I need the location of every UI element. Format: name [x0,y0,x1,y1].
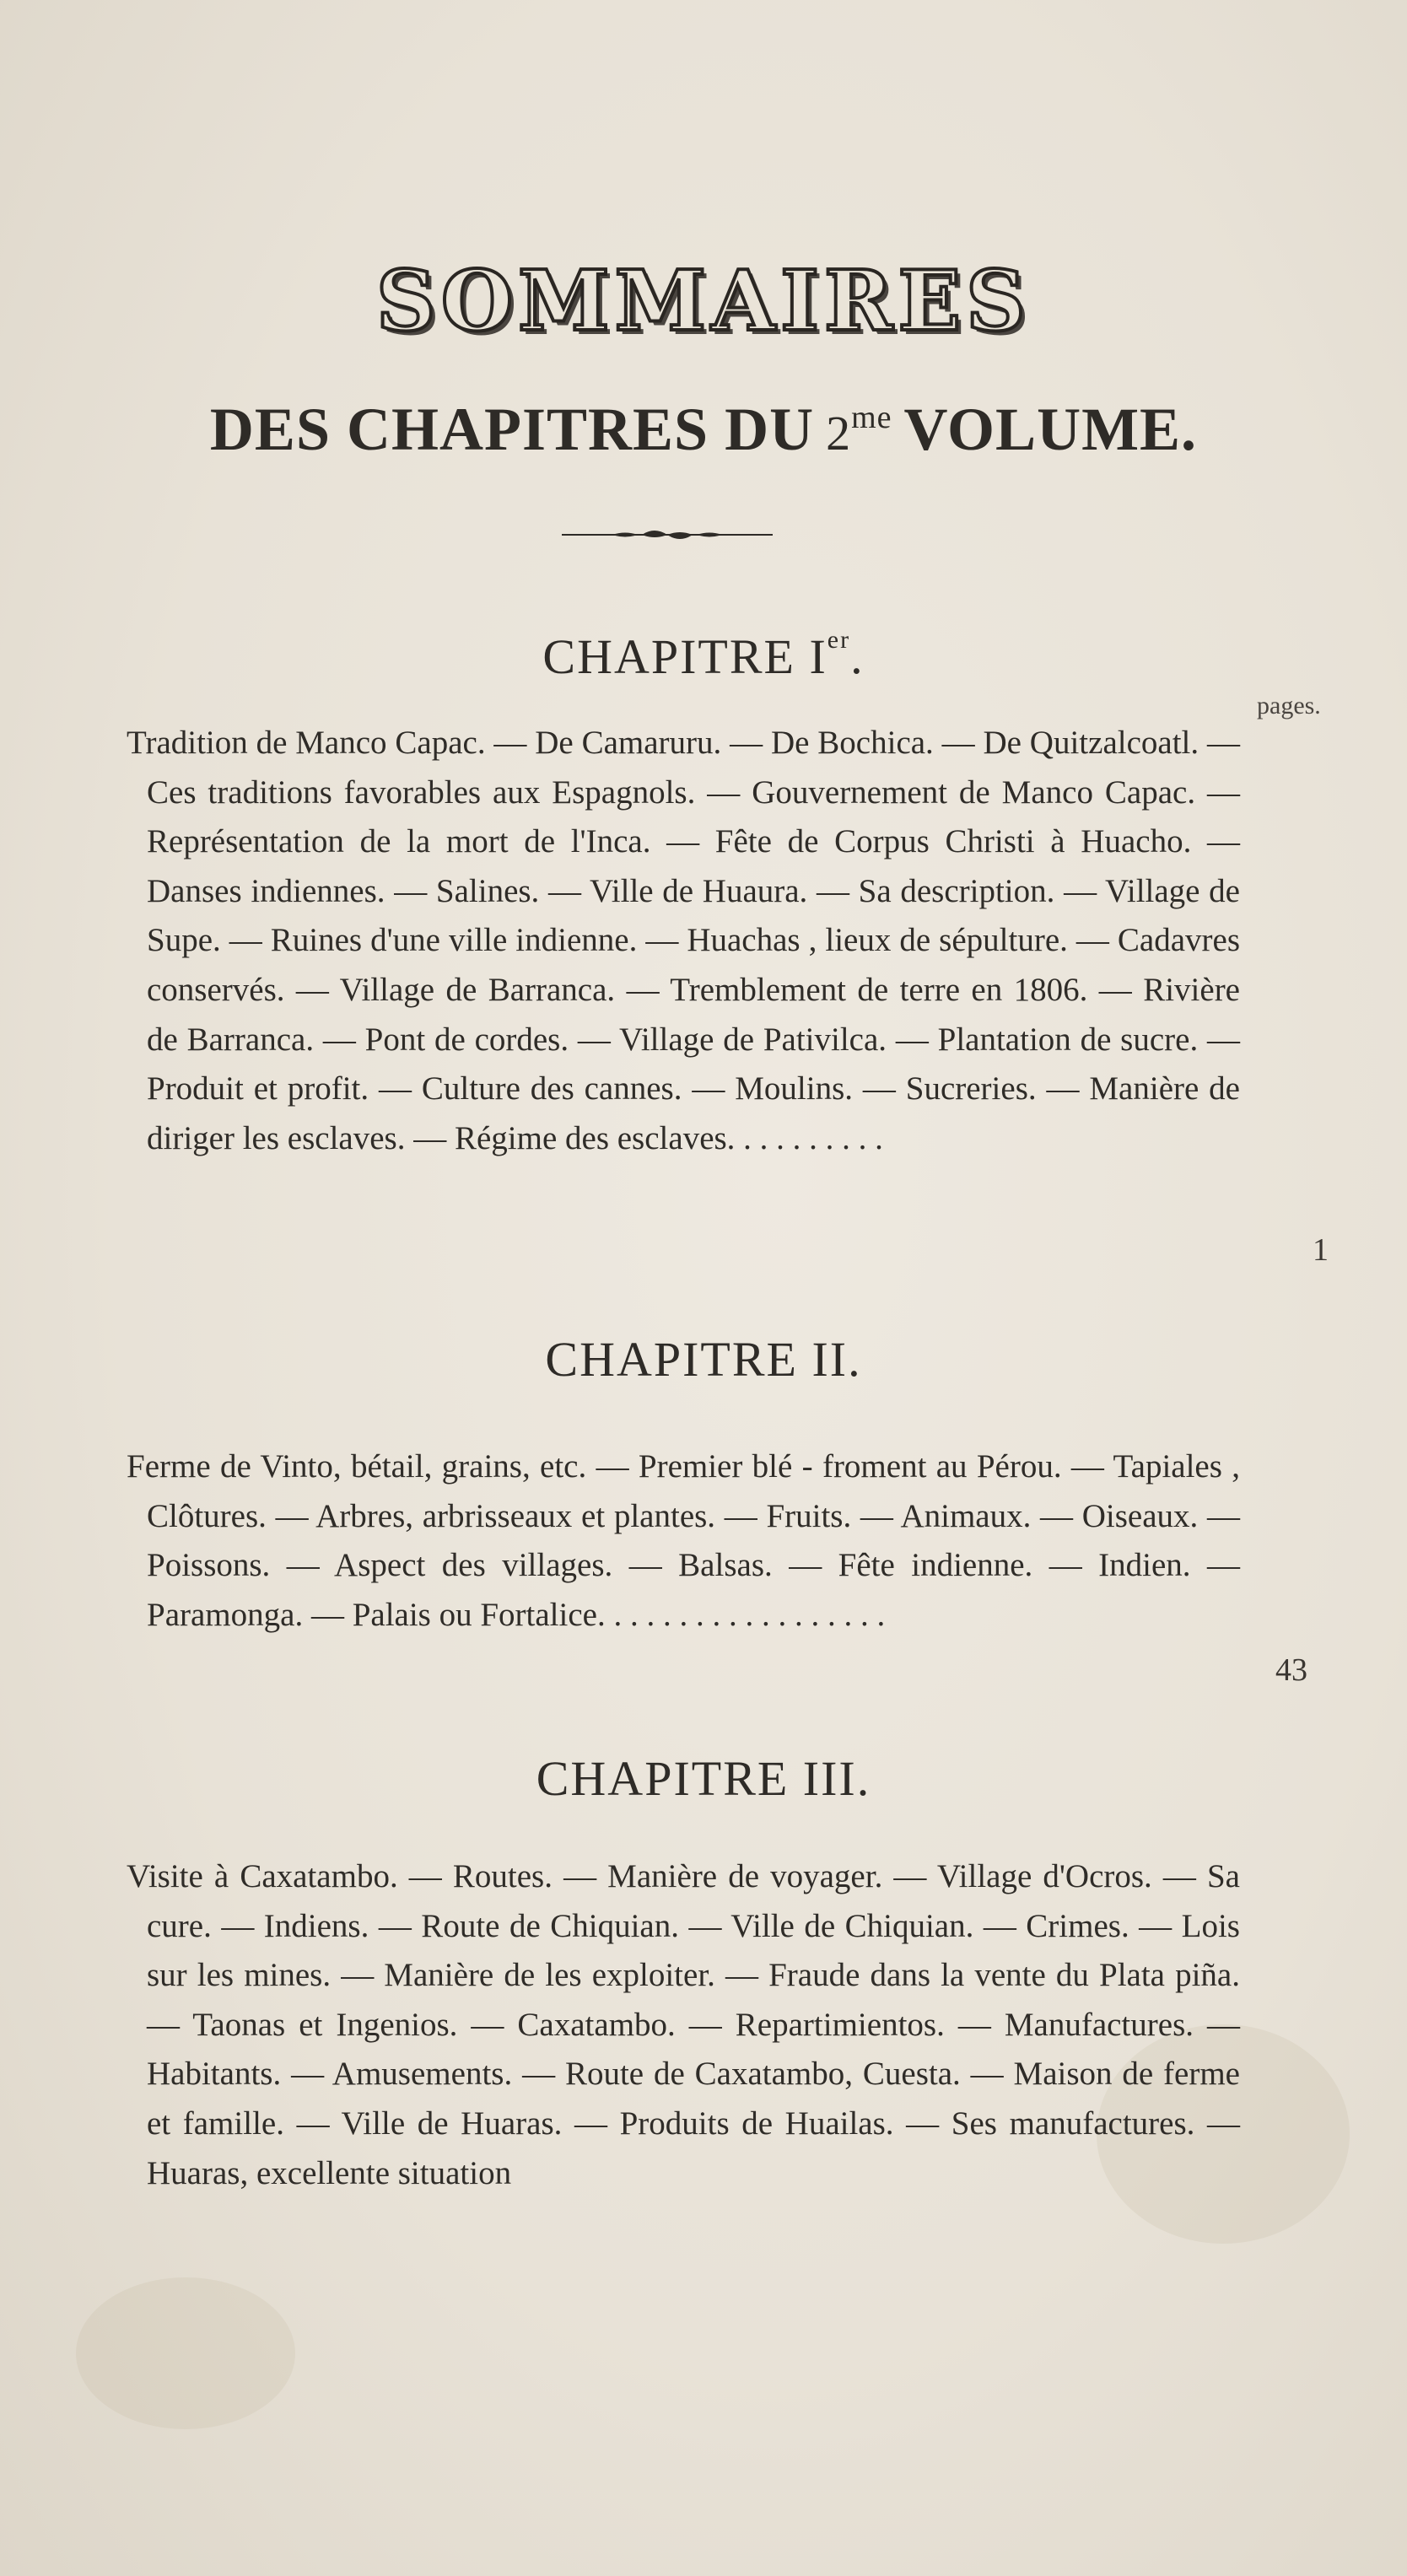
chapter-3-heading: CHAPITRE III. [536,1751,871,1806]
page-subtitle [0,395,1407,465]
paper-stain [76,2277,295,2429]
volume-number: $2^{me}$ [826,400,892,461]
chapter-1-page-number: 1 [1313,1232,1329,1268]
chapter-1-heading: CHAPITRE Ier. [542,626,865,684]
subtitle-text-end: VOLUME. [903,396,1198,463]
chapter-1-summary: Tradition de Manco Capac. — De Camaruru. — De Bochica. — De Quitzalcoatl. — Ces traditions favorables aux Espagnols. — Gouvernement de Manco Capac. — Représentation de la mort de l'Inca. — Fête de Corpus Christi à Huacho. — Danses indiennes. — Salines. — Ville de Huaura. — Sa description. — Village de Supe. — Ruines d'une ville indienne. — Huachas , lieux de sépulture. — Cadavres conservés. — Village de Barranca. — Tremblement de terre en 1806. — Rivière de Barranca. — Pont de cordes. — Village de Pativilca. — Plantation de sucre. — Produit et profit. — Culture des cannes. — Moulins. — Sucreries. — Manière de diriger les esclaves. — Régime des esclaves. . . . . . . . . . [127,725,1240,1156]
chapter-2-heading: CHAPITRE II. [545,1332,862,1387]
chapter-2-page-number: 43 [1275,1652,1307,1688]
ornament-divider [562,516,773,550]
chapter-3-summary: Visite à Caxatambo. — Routes. — Manière de voyager. — Village d'Ocros. — Sa cure. — Indiens. — Route de Chiquian. — Ville de Chiquian. — Crimes. — Lois sur les mines. — Manière de les exploiter. — Fraude dans la vente du Plata piña. — Taonas et Ingenios. — Caxatambo. — Repartimientos. — Manufactures. — Habitants. — Amusements. — Route de Caxatambo, Cuesta. — Maison de ferme et famille. — Ville de Huaras. — Produits de Huailas. — Ses manufactures. — Huaras, excellente situation [127,1858,1240,2191]
page-title: SOMMAIRES [376,253,1031,350]
chapter-2-summary: Ferme de Vinto, bétail, grains, etc. — Premier blé - froment au Pérou. — Tapiales , Clôtures. — Arbres, arbrisseaux et plantes. — Fruits. — Animaux. — Oiseaux. — Poissons. — Aspect des villages. — Balsas. — Fête indienne. — Indien. — Paramonga. — Palais ou Fortalice. . . . . . . . . . . . . . . . . . [127,1448,1240,1633]
pages-column-label: pages. [1257,692,1321,719]
subtitle-text: DES CHAPITRES DU [209,396,815,463]
